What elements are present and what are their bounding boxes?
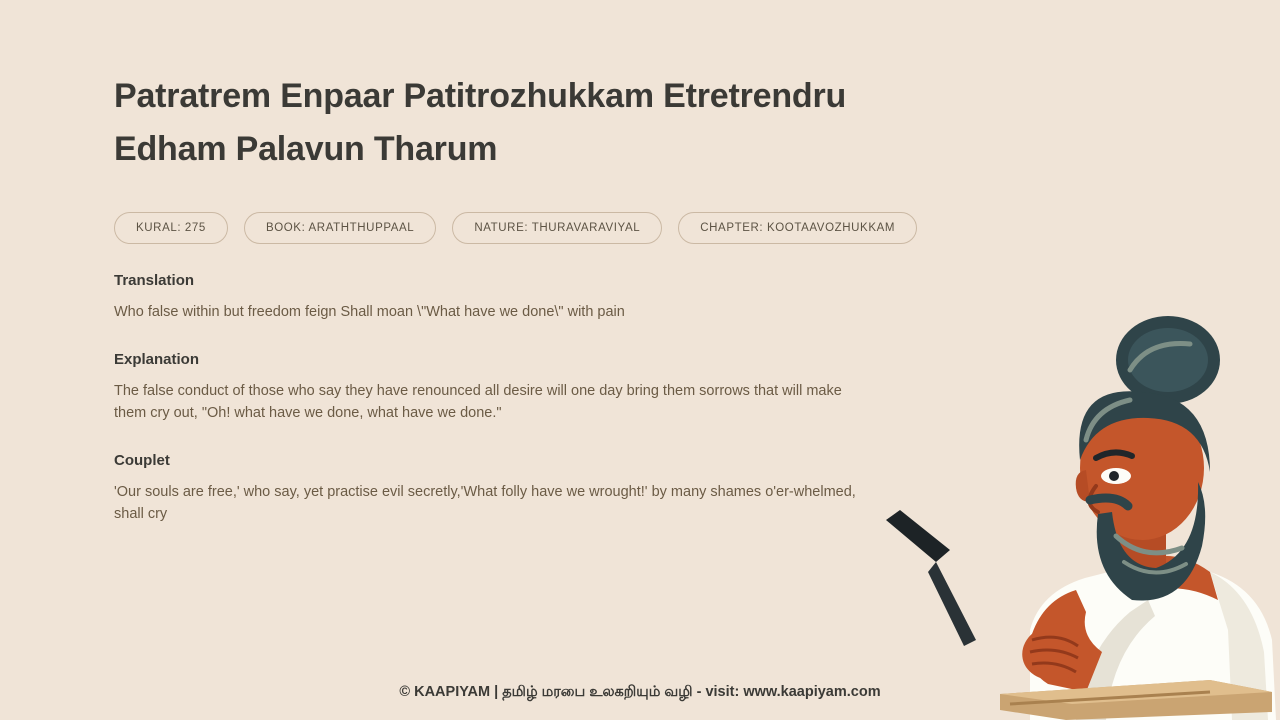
tag-book[interactable]: BOOK: ARATHTHUPPAAL: [244, 212, 436, 244]
section-explanation-body: The false conduct of those who say they have renounced all desire will one day bring them sorrows that will make them cry out, "Oh! what have we done, what have we done.": [114, 383, 842, 421]
metadata-tag-list: [114, 212, 914, 244]
footer-credit: © KAAPIYAM | தமிழ் மரபை உலகறியும் வழி - visit: www.kaapiyam.com: [399, 684, 881, 700]
tag-kural[interactable]: KURAL: 275: [114, 212, 228, 244]
section-explanation-heading: Explanation: [114, 351, 200, 368]
section-explanation: [114, 351, 914, 424]
section-couplet-body: 'Our souls are free,' who say, yet practise evil secretly,'What folly have we wrought!' by many shames o'er-whelmed, shall cry: [114, 484, 856, 522]
section-translation: [114, 272, 914, 323]
thiruvalluvar-illustration: [880, 300, 1280, 720]
tag-nature[interactable]: NATURE: THURAVARAVIYAL: [452, 212, 662, 244]
section-couplet: [114, 452, 914, 525]
section-couplet-heading: Couplet: [114, 452, 170, 469]
section-translation-body: Who false within but freedom feign Shall moan \"What have we done\" with pain: [114, 304, 625, 320]
section-translation-heading: Translation: [114, 272, 195, 289]
content-area: [114, 70, 914, 525]
tag-chapter[interactable]: CHAPTER: KOOTAAVOZHUKKAM: [678, 212, 917, 244]
page-title: Patratrem Enpaar Patitrozhukkam Etretrendru Edham Palavun Tharum: [114, 77, 847, 168]
